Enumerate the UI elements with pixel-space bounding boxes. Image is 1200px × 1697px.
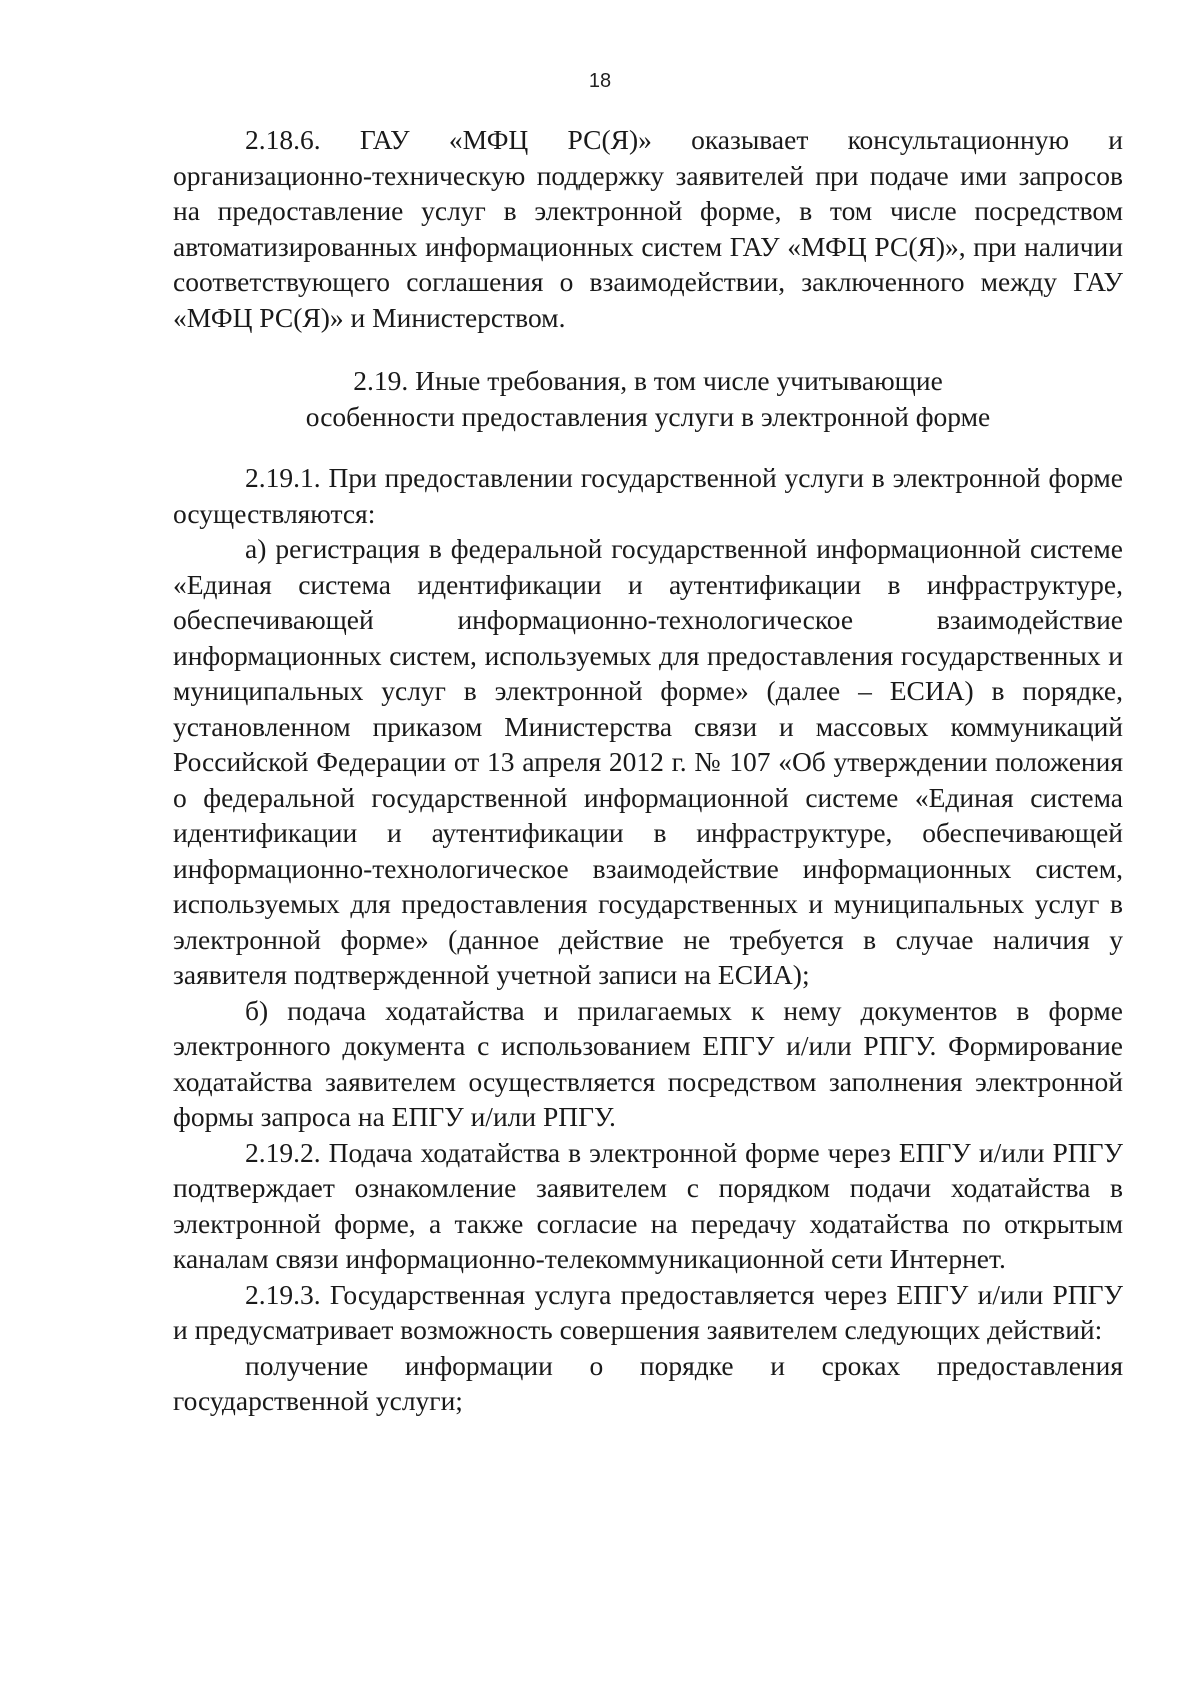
section-heading-line-2: особенности предоставления услуги в электронной форме [305, 400, 991, 432]
paragraph-item-b: б) подача ходатайства и прилагаемых к нему документов в форме электронного документа с использованием ЕПГУ и/или РПГУ. Формирование ходатайства заявителем осуществляется посредством заполнения электронной формы запроса на ЕПГУ и/или РПГУ. [173, 994, 1123, 1132]
section-heading-line-1: 2.19. Иные требования, в том числе учитывающие [353, 365, 943, 396]
paragraph-2-19-1: 2.19.1. При предоставлении государственной услуги в электронной форме осуществляются: [173, 462, 1123, 529]
paragraph-info-item: получение информации о порядке и сроках предоставления государственной услуги; [173, 1349, 1123, 1416]
paragraph-item-a: а) регистрация в федеральной государственной информационной системе «Единая система идентификации и аутентификации в инфраструктуре, обеспечивающей информационно-технологическое взаимодействие информационных систем, используемых для предоставления государственных и муниципальных услуг в электронной форме» (далее – ЕСИА) в порядке, установленном приказом Министерства связи и массовых коммуникаций Российской Федерации от 13 апреля 2012 г. № 107 «Об утверждении положения о федеральной государственной информационной системе «Единая система идентификации и аутентификации в инфраструктуре, обеспечивающей информационно-технологическое взаимодействие информационных систем, используемых для предоставления государственных и муниципальных услуг в электронной форме» (данное действие не требуется в случае наличия у заявителя подтвержденной учетной записи на ЕСИА); [173, 533, 1123, 990]
paragraph-2-19-3: 2.19.3. Государственная услуга предоставляется через ЕПГУ и/или РПГУ и предусматривает возможность совершения заявителем следующих действий: [173, 1278, 1123, 1345]
paragraph-2-18-6: 2.18.6. ГАУ «МФЦ РС(Я)» оказывает консультационную и организационно-техническую поддержку заявителей при подаче ими запросов на предоставление услуг в электронной форме, в том числе посредством автоматизированных информационных систем ГАУ «МФЦ РС(Я)», при наличии соответствующего соглашения о взаимодействии, заключенного между ГАУ «МФЦ РС(Я)» и Министерством. [173, 124, 1123, 333]
paragraph-2-19-2: 2.19.2. Подача ходатайства в электронной форме через ЕПГУ и/или РПГУ подтверждает ознакомление заявителем с порядком подачи ходатайства в электронной форме, а также согласие на передачу ходатайства по открытым каналам связи информационно-телекоммуникационной сети Интернет. [173, 1136, 1123, 1274]
document-body [173, 122, 1123, 1419]
section-heading-2-19 [173, 363, 1123, 434]
page-number: 18 [588, 70, 612, 92]
